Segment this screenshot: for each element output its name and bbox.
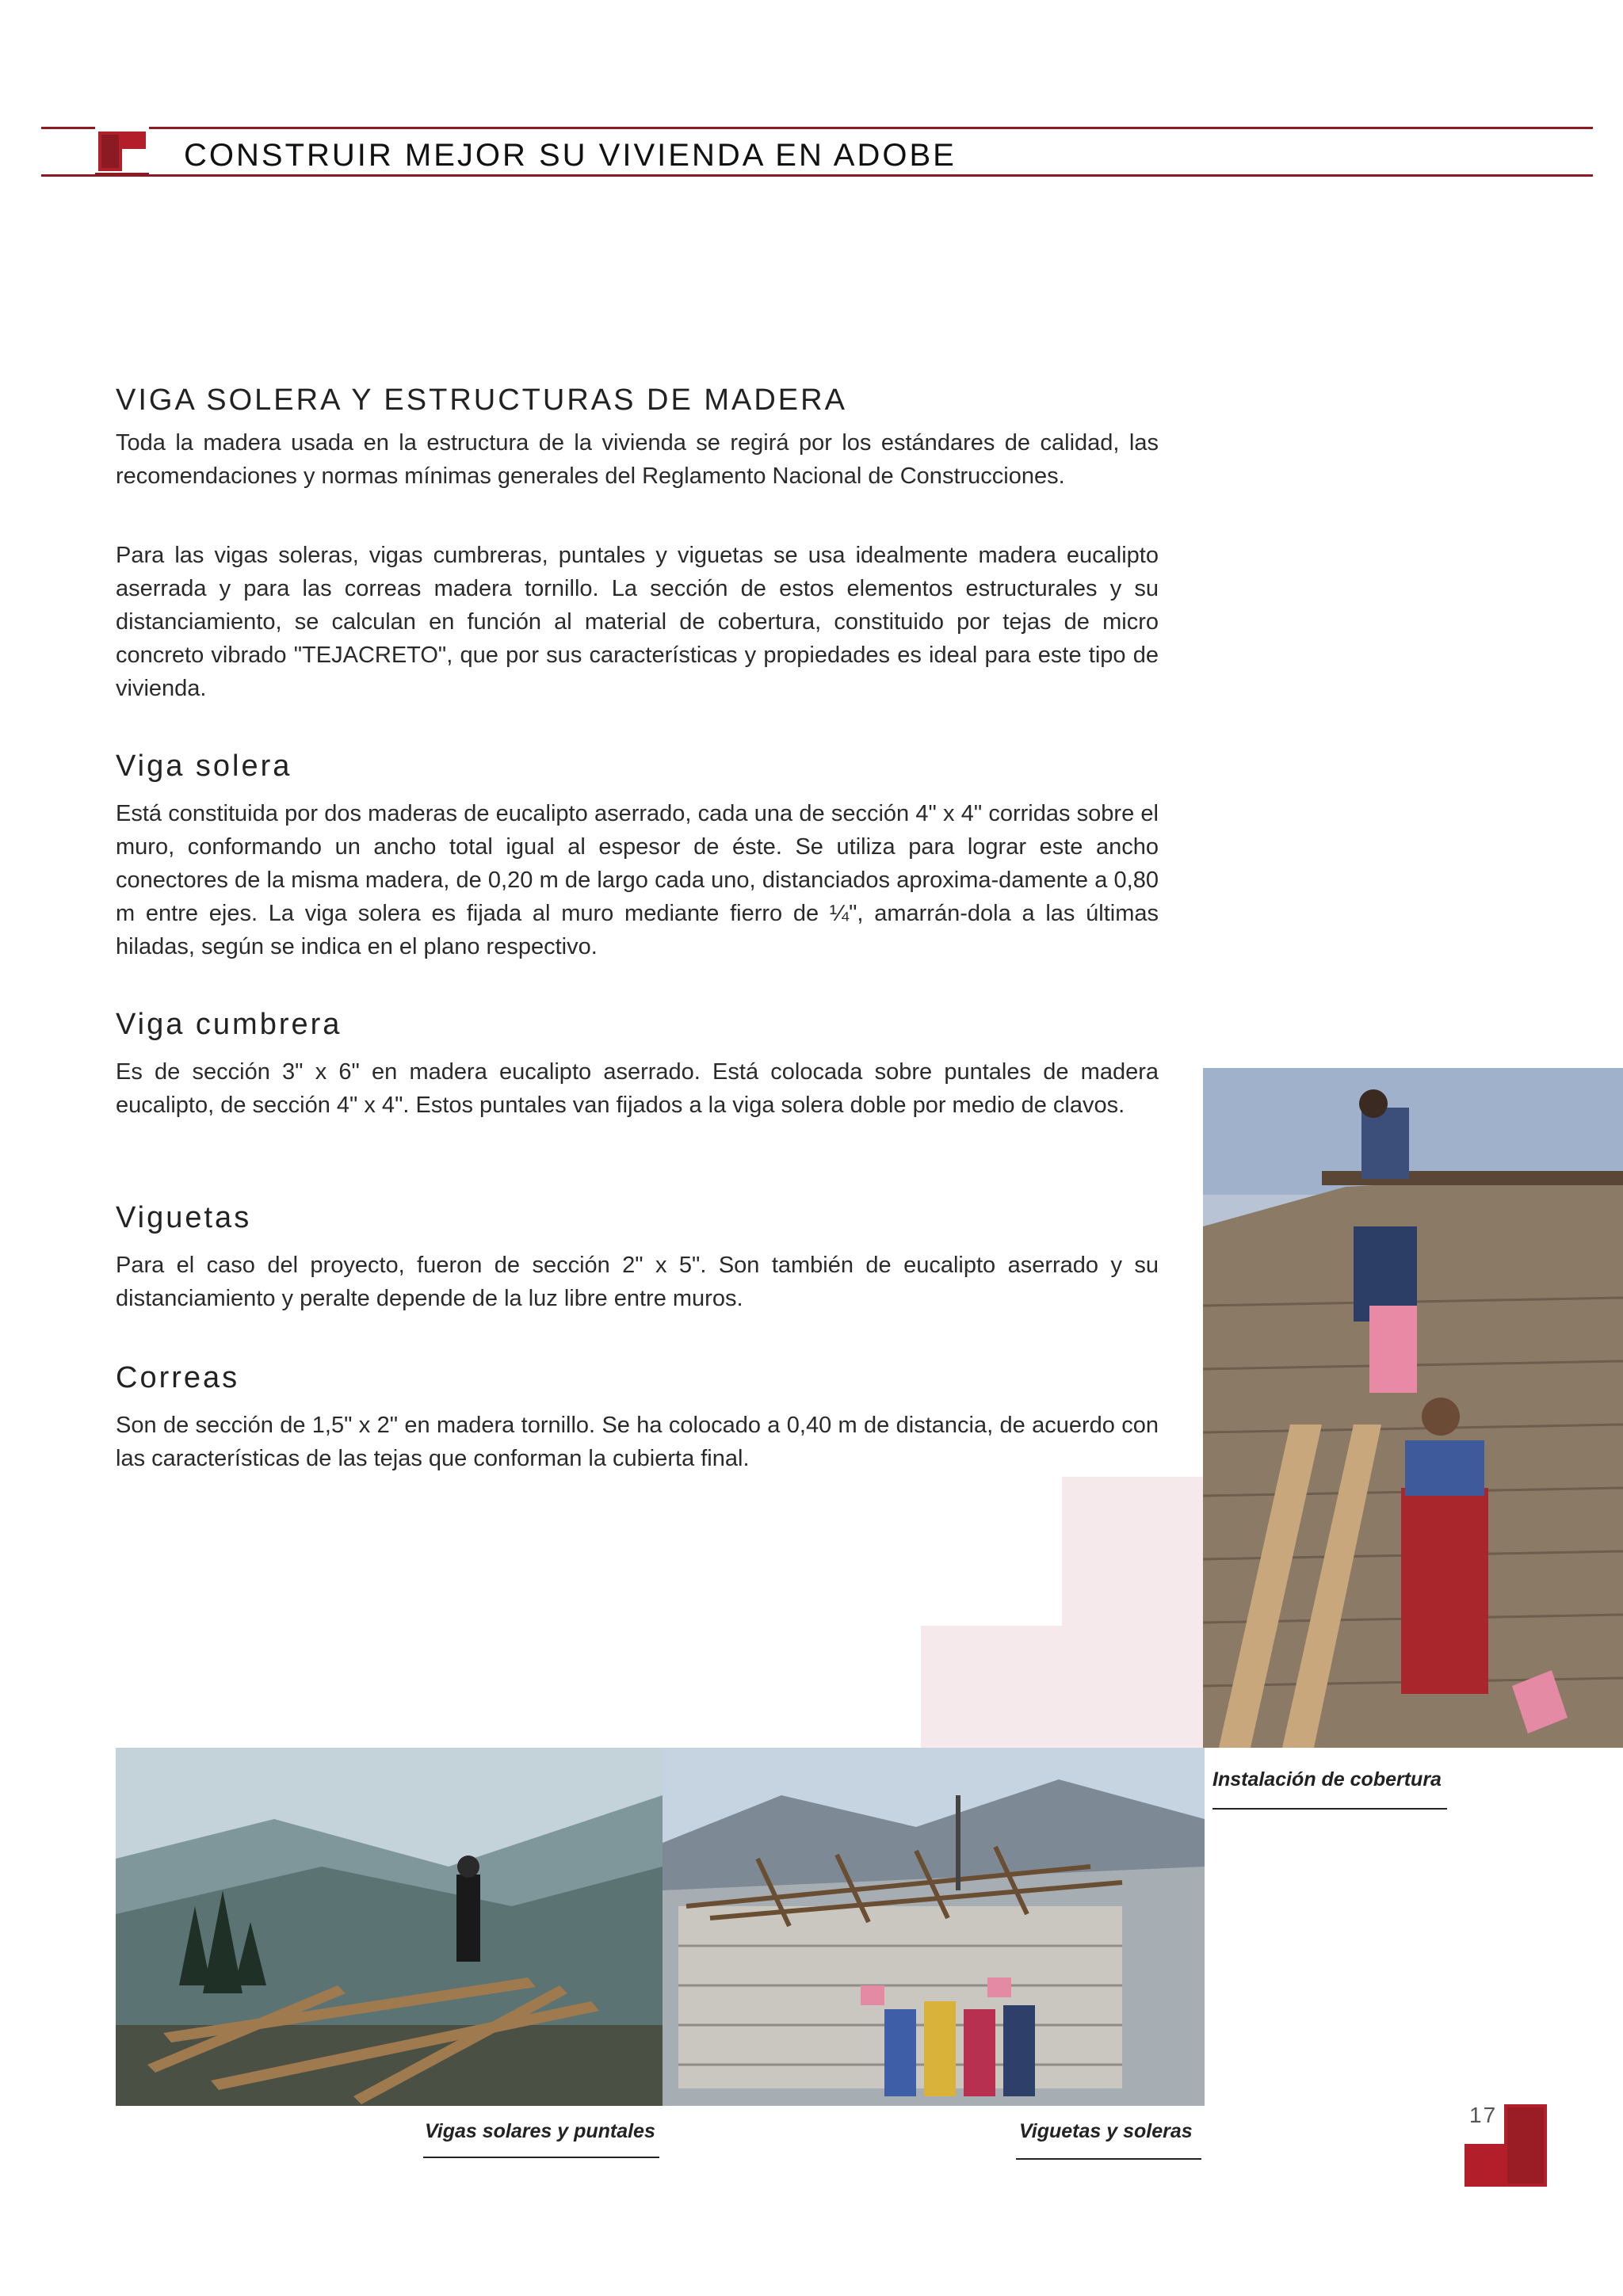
caption-vigas: Vigas solares y puntales: [425, 2120, 655, 2142]
subsection-text-viga-cumbrera: Es de sección 3" x 6" en madera eucalipto aserrado. Está colocada sobre puntales de madera eucalipto, de sección 4" x 4". Estos puntales van fijados a la viga solera doble por medio de clavos.: [116, 1059, 1159, 1118]
subsection-title-viga-solera: Viga solera: [116, 749, 292, 783]
caption-cobertura: Instalación de cobertura: [1212, 1768, 1442, 1791]
photo-viguetas: [663, 1748, 1205, 2106]
subsection-title-viguetas: Viguetas: [116, 1201, 252, 1234]
header-title: CONSTRUIR MEJOR SU VIVIENDA EN ADOBE: [184, 138, 957, 173]
decor-pink-step-lower: [921, 1626, 1205, 1748]
brand-logo-icon: [95, 127, 149, 174]
subsection-text-viguetas: Para el caso del proyecto, fueron de sección 2" x 5". Son también de eucalipto aserrado y su distanciamiento y peralte depende de la luz libre entre muros.: [116, 1253, 1159, 1311]
subsection-title-viga-cumbrera: Viga cumbrera: [116, 1008, 342, 1041]
header-rule-top: [41, 127, 1593, 129]
intro-paragraph-1: Toda la madera usada en la estructura de la vivienda se regirá por los estándares de calidad, las recomendaciones y normas mínimas generales del Reglamento Nacional de Construcciones.: [116, 430, 1159, 489]
caption-rule-vigas: [423, 2157, 659, 2158]
subsection-title-correas: Correas: [116, 1361, 240, 1394]
subsection-text-viga-solera: Está constituida por dos maderas de eucalipto aserrado, cada una de sección 4" x 4" corridas sobre el muro, conformando un ancho total igual al espesor de éste. Se utiliza para lograr este ancho conectores de la misma madera, de 0,20 m de largo cada uno, distanciados aproxima-damente a 0,80 m entre ejes. La viga solera es fijada al muro mediante fierro de ¼", amarrán-dola a las últimas hiladas, según se indica en el plano respectivo.: [116, 801, 1159, 959]
intro-paragraph-2: Para las vigas soleras, vigas cumbreras, puntales y viguetas se usa idealmente madera eucalipto aserrada y para las correas madera tornillo. La sección de estos elementos estructurales y su distanciamiento, se calculan en función al material de cobertura, constituido por tejas de micro concreto vibrado "TEJACRETO", que por sus características y propiedades es ideal para este tipo de vivienda.: [116, 543, 1159, 701]
page-number: 17: [1469, 2103, 1498, 2127]
caption-rule-cobertura: [1212, 1808, 1447, 1810]
caption-viguetas: Viguetas y soleras: [1019, 2120, 1193, 2142]
section-title: VIGA SOLERA Y ESTRUCTURAS DE MADERA: [116, 383, 847, 417]
subsection-text-correas: Son de sección de 1,5" x 2" en madera tornillo. Se ha colocado a 0,40 m de distancia, de acuerdo con las características de las tejas que conforman la cubierta final.: [116, 1413, 1159, 1471]
header-rule-bottom: [41, 174, 1593, 177]
photo-cobertura: [1203, 1068, 1623, 1748]
caption-rule-viguetas: [1016, 2158, 1201, 2160]
photo-vigas-solares: [116, 1748, 663, 2106]
